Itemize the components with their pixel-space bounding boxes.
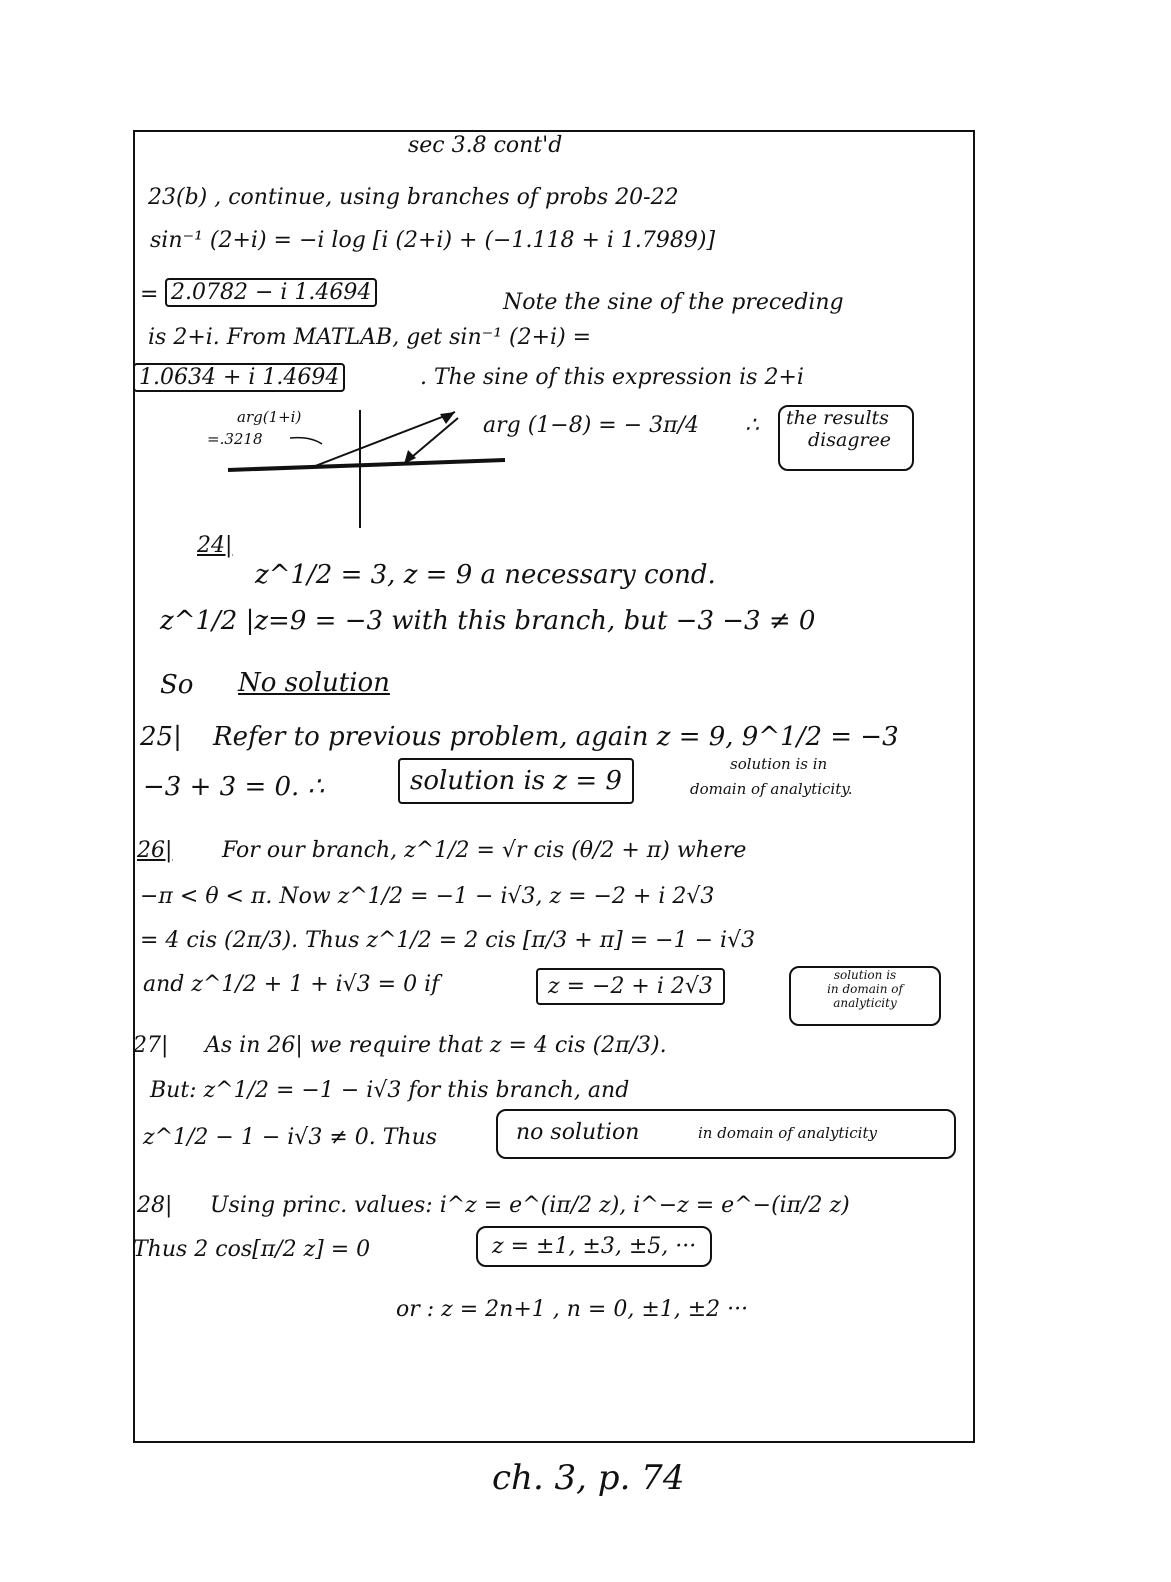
p27-no-solution: no solution <box>516 1120 640 1145</box>
arg-label-2: =.3218 <box>207 430 263 448</box>
p26-note-line2: in domain of <box>827 982 903 996</box>
p23-line3: Note the sine of the preceding <box>503 290 844 315</box>
p26-answer-box: z = −2 + i 2√3 <box>536 968 725 1005</box>
diagram-vector-lower <box>406 418 458 462</box>
page-footer: ch. 3, p. 74 <box>492 1458 685 1498</box>
p23-line5: . The sine of this expression is 2+i <box>420 365 804 390</box>
p23-result2-box: 1.0634 + i 1.4694 <box>133 363 345 392</box>
disagree-line2: disagree <box>808 429 892 451</box>
p24-no-solution: No solution <box>238 668 390 698</box>
p26-number: 26| <box>137 838 173 863</box>
p27-number: 27| <box>133 1033 169 1058</box>
p26-line4: and z^1/2 + 1 + i√3 = 0 if <box>143 972 440 997</box>
p25-note-line1: solution is in <box>730 755 828 773</box>
arg-equation: arg (1−8) = − 3π/4 <box>483 413 700 438</box>
p23-result1-box: 2.0782 − i 1.4694 <box>165 278 377 307</box>
p23-line4: is 2+i. From MATLAB, get sin⁻¹ (2+i) = <box>148 325 592 350</box>
arg-label-1: arg(1+i) <box>237 408 302 426</box>
p25-answer-box: solution is z = 9 <box>398 758 634 804</box>
therefore-symbol: ∴ <box>745 413 759 438</box>
diagram-horizontal-axis <box>228 460 505 470</box>
p27-line1: As in 26| we require that z = 4 cis (2π/3). <box>205 1033 667 1058</box>
p27-answer-box <box>496 1109 956 1159</box>
p24-line1: z^1/2 = 3, z = 9 a necessary cond. <box>255 560 716 590</box>
p27-line2: But: z^1/2 = −1 − i√3 for this branch, and <box>150 1078 630 1103</box>
p27-line3: z^1/2 − 1 − i√3 ≠ 0. Thus <box>143 1125 438 1150</box>
p25-line2: −3 + 3 = 0. ∴ <box>143 772 325 802</box>
p26-note-line1: solution is <box>833 968 897 982</box>
p24-line3-prefix: So <box>160 670 194 700</box>
p26-line3: = 4 cis (2π/3). Thus z^1/2 = 2 cis [π/3 + π] = −1 − i√3 <box>140 928 756 953</box>
p23-eq-prefix: = <box>140 282 159 307</box>
p28-line2: Thus 2 cos[π/2 z] = 0 <box>133 1237 371 1262</box>
p28-line3: or : z = 2n+1 , n = 0, ±1, ±2 ··· <box>396 1297 749 1322</box>
p23-line2: sin⁻¹ (2+i) = −i log [i (2+i) + (−1.118 + i 1.7989)] <box>150 228 716 253</box>
p27-domain-text: in domain of analyticity <box>698 1124 877 1142</box>
diagram-angle-arc <box>290 438 322 444</box>
p26-line1: For our branch, z^1/2 = √r cis (θ/2 + π) where <box>222 838 747 863</box>
p26-note-line3: analyticity <box>833 996 897 1010</box>
p28-answer-box: z = ±1, ±3, ±5, ··· <box>476 1226 712 1267</box>
p28-number: 28| <box>137 1193 173 1218</box>
disagree-box <box>778 405 914 471</box>
disagree-line1: the results <box>786 407 889 429</box>
p25-note-line2: domain of analyticity. <box>690 780 853 798</box>
p25-line1: Refer to previous problem, again z = 9, 9^1/2 = −3 <box>213 722 899 752</box>
p24-number: 24| <box>197 533 233 558</box>
section-heading: sec 3.8 cont'd <box>408 133 563 158</box>
p26-note-box <box>789 966 941 1026</box>
p26-line2: −π < θ < π. Now z^1/2 = −1 − i√3, z = −2 + i 2√3 <box>140 884 715 909</box>
p25-number: 25| <box>140 722 182 752</box>
p28-line1: Using princ. values: i^z = e^(iπ/2 z), i^−z = e^−(iπ/2 z) <box>210 1193 850 1218</box>
p23-line1: 23(b) , continue, using branches of probs 20-22 <box>148 185 679 210</box>
p24-line2: z^1/2 |z=9 = −3 with this branch, but −3 −3 ≠ 0 <box>160 606 816 636</box>
